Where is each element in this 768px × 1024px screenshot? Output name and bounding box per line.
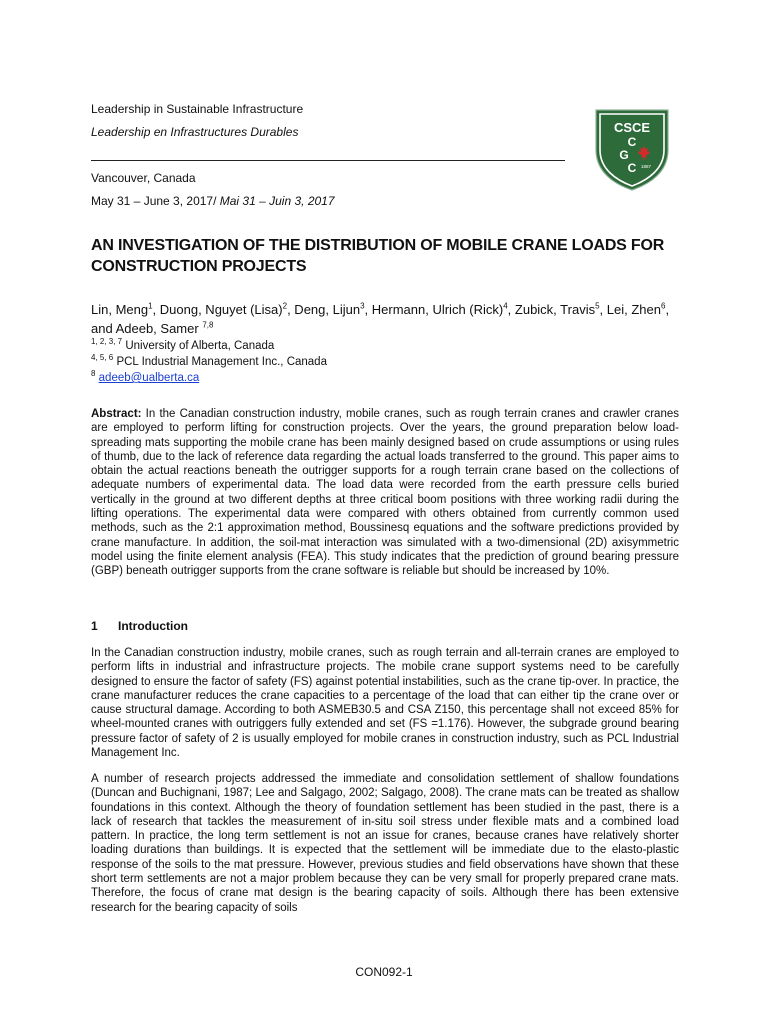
author-name: , Lei, Zhen	[599, 302, 661, 317]
affiliation-sup: 4, 5, 6	[91, 353, 114, 363]
abstract-label: Abstract:	[91, 408, 142, 420]
page-footer: CON092-1	[355, 965, 413, 979]
author-sup: 1	[148, 301, 153, 311]
author-sup: 4	[503, 301, 508, 311]
author-name: , and Adeeb, Samer	[91, 302, 670, 336]
affiliation-sup: 8	[91, 369, 96, 379]
abstract-text: In the Canadian construction industry, mobile cranes, such as rough terrain cranes and crawler cranes are employed to perform lifting for construction projects. Over the years, the ground preparation below load-spreading mats supporting the mobile crane has been mainly designed based on crude assumptions or using rules of thumb, due to the lack of reference data regarding the actual loads transferred to the ground. This paper aims to obtain the actual reactions beneath the outrigger supports for a rough terrain crane based on the collections of adequate numbers of experimental data. The load data were recorded from the earth pressure cells buried vertically in the ground at two different depths at three critical boom positions with three working radii during the lifting operations. The experimental data were compared with others obtained from currently common used methods, such as the 2:1 approximation method, Boussinesq equations and the software predictions provided by crane manufacture. In addition, the soil-mat interaction was simulated with a two-dimensional (2D) axisymmetric model using the finite element analysis (FEA). This study indicates that the prediction of ground bearing pressure (GBP) beneath outrigger supports from the crane software is reliable but should be increased by 10%.	[91, 408, 679, 578]
affiliation-text: University of Alberta, Canada	[122, 340, 275, 352]
affiliation-email	[91, 371, 199, 385]
section-title: Introduction	[118, 619, 188, 633]
logo-letters-csce: CSCE	[613, 120, 651, 135]
logo-year: 1887	[640, 164, 652, 169]
logo-letter-g: G	[619, 148, 629, 162]
abstract	[91, 407, 679, 579]
author-name: , Duong, Nguyet (Lisa)	[152, 302, 283, 317]
email-link[interactable]: adeeb@ualberta.ca	[98, 372, 200, 384]
author-sup: 2	[282, 301, 288, 311]
affiliation-pcl	[91, 355, 327, 369]
section-heading-introduction	[91, 619, 188, 633]
conference-name: Leadership in Sustainable Infrastructure	[91, 102, 304, 116]
header-divider	[91, 160, 565, 161]
affiliation-text: PCL Industrial Management Inc., Canada	[113, 356, 327, 368]
conference-dates	[91, 194, 335, 208]
paper-title: AN INVESTIGATION OF THE DISTRIBUTION OF MOBILE CRANE LOADS FOR CONSTRUCTION PROJECTS	[91, 237, 665, 275]
affiliation-alberta	[91, 339, 274, 353]
author-name: , Zubick, Travis	[507, 302, 596, 317]
csce-logo	[592, 106, 672, 192]
conference-name-french: Leadership en Infrastructures Durables	[91, 125, 299, 139]
conference-location: Vancouver, Canada	[91, 171, 196, 185]
author-list	[91, 300, 681, 338]
affiliation-sup: 1, 2, 3, 7	[91, 337, 123, 347]
date-english: May 31 – June 3, 2017/	[91, 194, 220, 208]
logo-letter-c: C	[627, 135, 637, 149]
author-sup: 6	[660, 301, 666, 311]
section-number: 1	[91, 619, 98, 633]
date-french: Mai 31 – Juin 3, 2017	[219, 194, 335, 208]
author-name: Lin, Meng	[91, 302, 149, 317]
author-sup: 5	[595, 301, 600, 311]
author-name: , Deng, Lijun	[287, 302, 361, 317]
intro-paragraph-2: A number of research projects addressed the immediate and consolidation settlement of shallow foundations (Duncan and Buchignani, 1987; Lee and Salgago, 2002; Salgago, 2008). The crane mats can be treated as shallow foundations in this context. Although the theory of foundation settlement has been studied in the past, there is a lack of research that tackles the measurement of in-situ soil stress under flexible mats and a combined load pattern. In practice, the long term settlement is not an issue for cranes, because cranes have relatively shorter loading durations than buildings. It is expected that the settlement will be immediate due to the elasto-plastic response of the soils to the mat pressure. However, previous studies and field observations have shown that these short term settlements are not a major problem because they can be very small for properly prepared crane mats. Therefore, the focus of crane mat design is the bearing capacity of soils. Although there has been extensive research for the bearing capacity of soils	[91, 773, 679, 914]
logo-letter-c-bottom: C	[627, 161, 637, 175]
intro-paragraph-1: In the Canadian construction industry, mobile cranes, such as rough terrain and all-terrain cranes are employed to perform lifts in industrial and infrastructure projects. The mobile crane support systems need to be carefully designed to ensure the factor of safety (FS) against potential instabilities, such as the crane tip-over. In practice, the crane manufacturer reduces the crane capacities to a percentage of the load that can either tip the crane over or cause structural damage. According to both ASMEB30.5 and CSA Z150, this percentage shall not exceed 85% for wheel-mounted cranes with outriggers fully extended and set (FS =1.176). However, the subgrade ground bearing pressure factor of safety of 2 is usually employed for mobile cranes in construction industry, such as PCL Industrial Management Inc.	[91, 647, 679, 760]
author-sup: 7,8	[202, 320, 214, 330]
author-sup: 3	[360, 301, 365, 311]
author-name: , Hermann, Ulrich (Rick)	[364, 302, 504, 317]
